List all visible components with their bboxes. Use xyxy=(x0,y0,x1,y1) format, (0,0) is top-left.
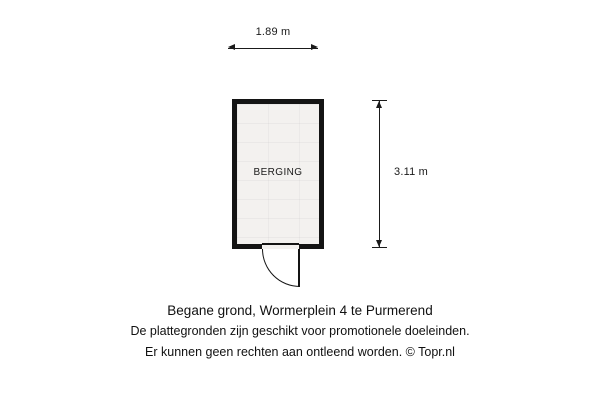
width-dimension xyxy=(228,26,318,60)
arrow-down-icon xyxy=(376,240,382,247)
floorplan-drawing xyxy=(232,99,324,249)
door-leaf xyxy=(298,249,300,287)
caption-title: Begane grond, Wormerplein 4 te Purmerend xyxy=(167,303,433,318)
caption xyxy=(0,300,600,363)
arrow-up-icon xyxy=(376,101,382,108)
door-threshold xyxy=(262,243,299,245)
height-dimension xyxy=(368,100,429,248)
height-dimension-label: 3.11 m xyxy=(394,166,429,178)
door-swing-arc-icon xyxy=(262,249,300,287)
height-dimension-line xyxy=(379,100,380,248)
arrow-left-icon xyxy=(228,44,235,50)
caption-disclaimer-line1: De plattegronden zijn geschikt voor promotionele doeleinden. xyxy=(130,324,470,338)
width-dimension-label: 1.89 m xyxy=(255,26,291,38)
width-dimension-line xyxy=(228,48,318,49)
room-label: BERGING xyxy=(253,167,303,178)
arrow-right-icon xyxy=(311,44,318,50)
caption-disclaimer-line2: Er kunnen geen rechten aan ontleend worden. © Topr.nl xyxy=(145,345,455,359)
